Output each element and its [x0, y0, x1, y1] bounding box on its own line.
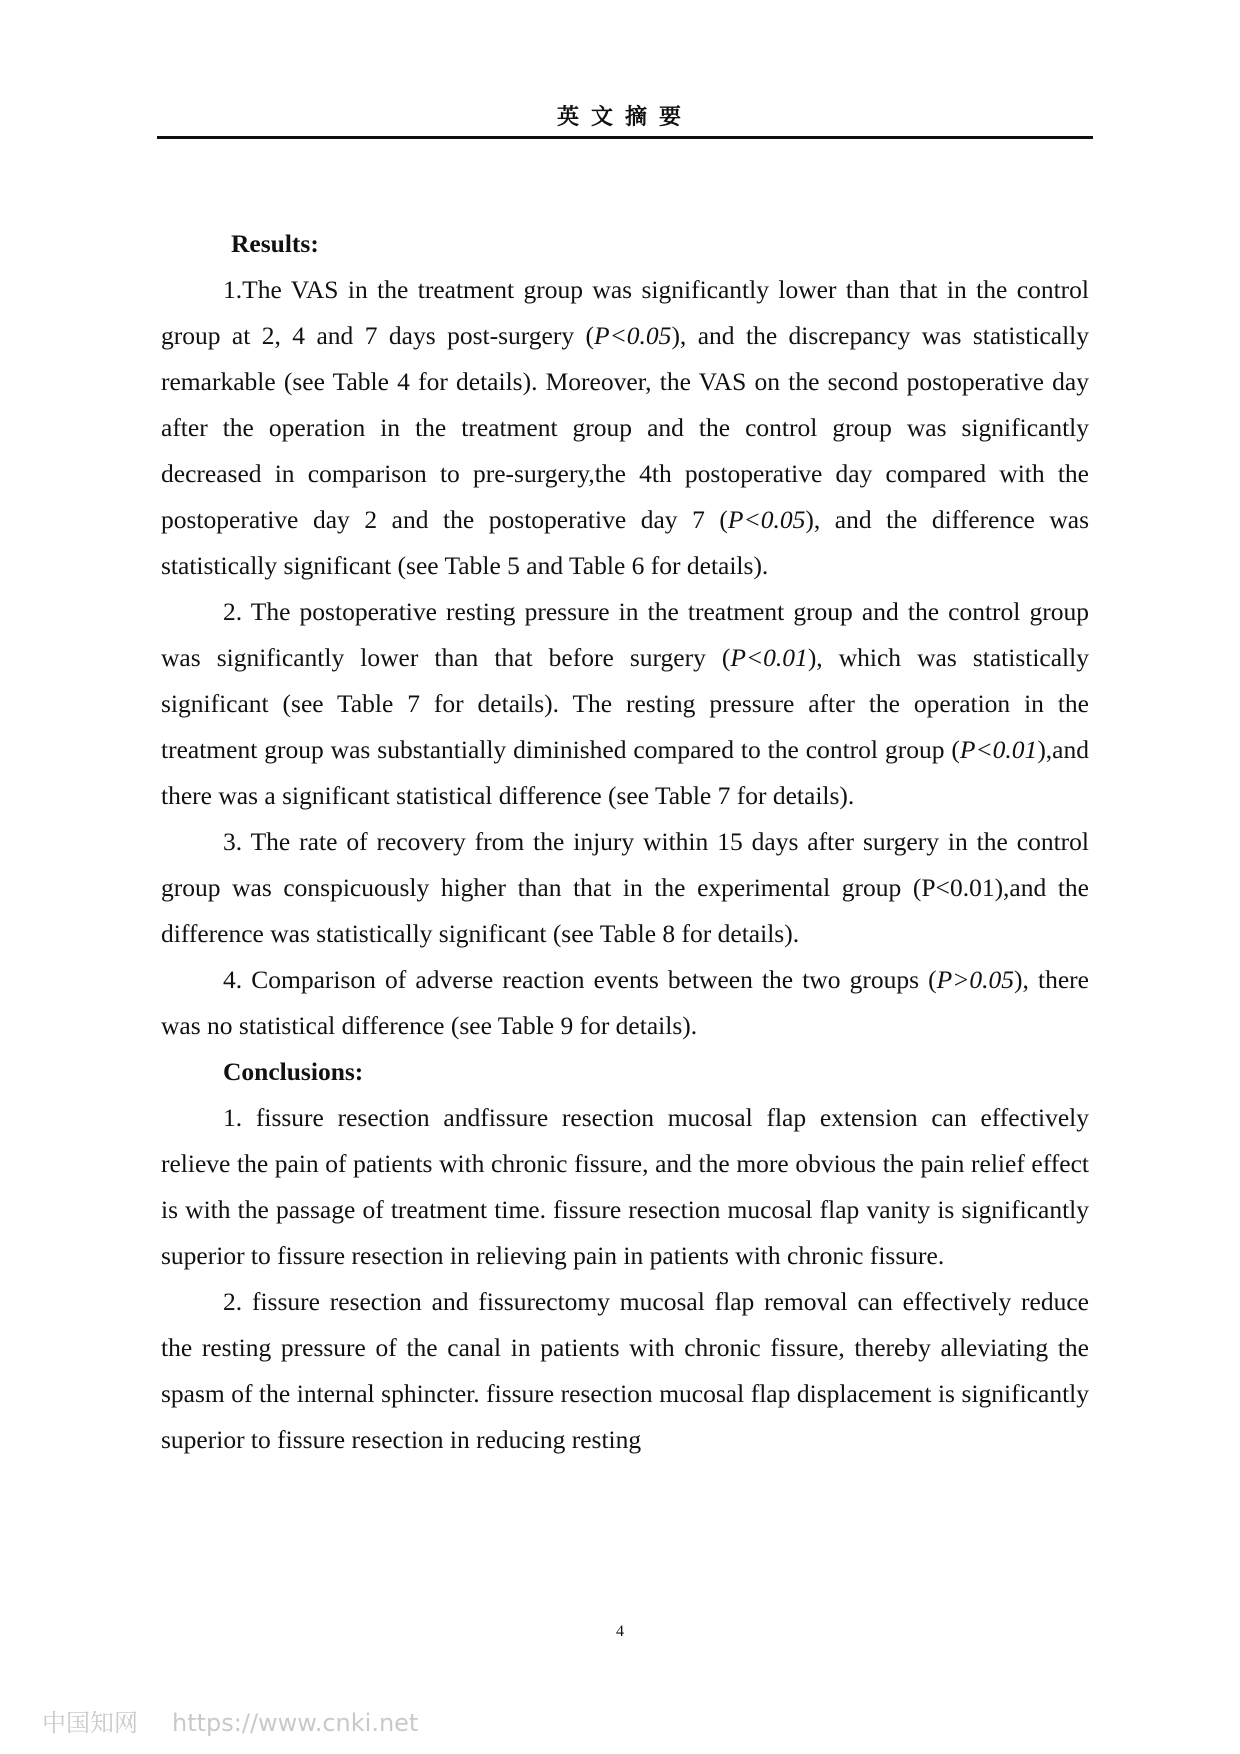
results-p2-text-e: ),and there was a significant statistical difference (see Table 7 for details). [161, 735, 1089, 810]
results-heading: Results: [231, 229, 319, 258]
conclusions-paragraph-2: 2. fissure resection and fissurectomy mucosal flap removal can effectively reduce the resting pressure of the canal in patients with chronic fissure, thereby alleviating the spasm of the internal sphincter. fissure resection mucosal flap displacement is significantly superior to fissure resection in reducing resting [161, 1287, 1089, 1454]
results-p1-text-a: 1.The VAS in the treatment group was significantly lower than that in the control group at 2, 4 and 7 days post-surgery ( [161, 275, 1089, 350]
conclusions-heading: Conclusions: [223, 1057, 364, 1086]
results-p2-pvalue-2: P<0.01 [959, 735, 1038, 764]
results-paragraph-4 [161, 957, 1089, 1049]
results-paragraph-3: 3. The rate of recovery from the injury within 15 days after surgery in the control group was conspicuously higher than that in the experimental group (P<0.01),and the difference was statistically significant (see Table 8 for details). [161, 827, 1089, 948]
results-p2-pvalue-1: P<0.01 [730, 643, 808, 672]
results-p4-text-c: ), there was no statistical difference (see Table 9 for details). [161, 965, 1089, 1040]
results-p1-pvalue-1: P<0.05 [594, 321, 672, 350]
watermark-site-name: 中国知网 [42, 1709, 138, 1737]
results-paragraph-2 [161, 589, 1089, 819]
abstract-body [161, 221, 1089, 1463]
results-p2-text-a: 2. The postoperative resting pressure in the treatment group and the control group was significantly lower than that before surgery ( [161, 597, 1089, 672]
conclusions-paragraph-1: 1. fissure resection andfissure resection mucosal flap extension can effectively relieve the pain of patients with chronic fissure, and the more obvious the pain relief effect is with the passage of treatment time. fissure resection mucosal flap vanity is significantly superior to fissure resection in relieving pain in patients with chronic fissure. [161, 1103, 1089, 1270]
header-rule [157, 136, 1093, 139]
results-p1-pvalue-2: P<0.05 [727, 505, 806, 534]
results-p2-text-c: ), which was statistically significant (see Table 7 for details). The resting pressure after the operation in the treatment group was substantially diminished compared to the control group ( [161, 643, 1089, 764]
results-p4-text-a: 4. Comparison of adverse reaction events between the two groups ( [223, 965, 937, 994]
page-number: 4 [616, 1623, 624, 1640]
results-paragraph-1 [161, 267, 1089, 589]
results-p4-pvalue: P>0.05 [936, 965, 1015, 994]
cnki-watermark [42, 1709, 418, 1737]
results-p1-text-c: ), and the discrepancy was statistically remarkable (see Table 4 for details). Moreover, the VAS on the second postoperative day after the operation in the treatment group and the control group was significantly decreased in comparison to pre-surgery,the 4th postoperative day compared with the postoperative day 2 and the postoperative day 7 ( [161, 321, 1089, 534]
results-p1-text-e: ), and the difference was statistically significant (see Table 5 and Table 6 for details). [161, 505, 1089, 580]
page-header-title: 英文摘要 [556, 105, 693, 130]
watermark-url: https://www.cnki.net [172, 1709, 419, 1737]
